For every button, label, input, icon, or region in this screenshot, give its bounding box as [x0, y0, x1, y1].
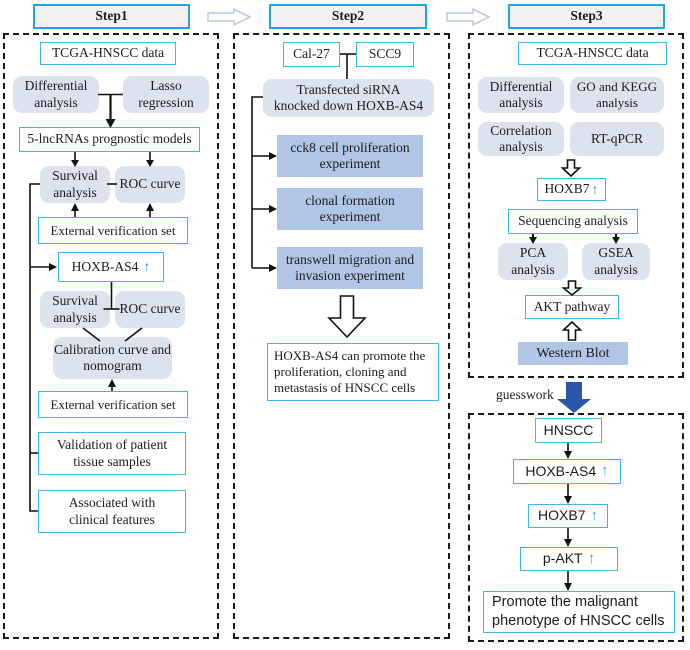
- step3-hoxb7-label: HOXB7: [544, 181, 590, 197]
- step2-transwell-box: [277, 247, 423, 289]
- guesswork-arrow-icon: [557, 382, 591, 413]
- step1-roc-b-label: ROC curve: [119, 301, 181, 317]
- step3-tcga-box: [518, 42, 667, 65]
- step2-cck8-label: cck8 cell proliferation experiment: [290, 139, 410, 171]
- step3-akt-label: AKT pathway: [533, 298, 611, 314]
- step3-gsea-box: [582, 243, 650, 280]
- step1-tcga-box: [40, 42, 176, 65]
- step2-cal27-box: [283, 42, 340, 67]
- up-arrow-icon: ↑: [591, 180, 599, 197]
- step2-clonal-label: clonal formation experiment: [305, 192, 395, 224]
- summary-hnscc-box: [535, 418, 602, 443]
- step3-western-label: Western Blot: [536, 345, 610, 361]
- step1-survival-a-box: [40, 166, 110, 203]
- step3-tcga-label: TCGA-HNSCC data: [536, 45, 649, 61]
- step1-differential-label: Differential analysis: [24, 78, 88, 110]
- step1-associated-box: [38, 490, 186, 533]
- step1-hoxb-as4-label: HOXB-AS4: [71, 258, 139, 274]
- step3-pca-box: [498, 243, 568, 280]
- step2-transfected-box: [263, 79, 434, 117]
- step1-validation-box: [38, 432, 186, 475]
- step3-go-kegg-label: GO and KEGG analysis: [576, 79, 658, 110]
- step1-external-b-box: [38, 391, 188, 418]
- summary-conclusion-box: [483, 591, 675, 633]
- summary-conclusion-label: Promote the malignant phenotype of HNSCC cells: [492, 594, 665, 629]
- step1-survival-a-label: Survival analysis: [52, 168, 98, 200]
- step3-sequencing-box: [508, 209, 638, 234]
- step2-scc9-label: SCC9: [368, 46, 402, 62]
- summary-hoxb-as4-box: [513, 459, 621, 484]
- summary-hnscc-label: HNSCC: [543, 421, 594, 438]
- step3-western-box: [518, 342, 628, 365]
- step1-lasso-label: Lasso regression: [138, 78, 194, 110]
- step1-tcga-label: TCGA-HNSCC data: [51, 45, 165, 61]
- step1-survival-b-box: [40, 291, 110, 328]
- step3-correlation-box: [478, 122, 564, 156]
- up-arrow-icon: ↑: [587, 549, 596, 567]
- step1-roc-a-label: ROC curve: [119, 176, 181, 192]
- step3-differential-label: Differential analysis: [489, 78, 553, 110]
- step1-differential-box: [13, 76, 99, 113]
- summary-hoxb7-box: [528, 504, 608, 528]
- step1-external-a-box: [38, 217, 188, 244]
- step2-cal27-label: Cal-27: [293, 46, 330, 62]
- step1-hoxb-as4-box: [58, 252, 164, 282]
- step2-transfected-label: Transfected siRNA knocked down HOXB-AS4: [273, 81, 424, 113]
- step2-panel: [233, 33, 450, 639]
- summary-p-akt-box: [520, 547, 618, 571]
- up-arrow-icon: ↑: [601, 462, 609, 480]
- step1-calibration-box: [53, 337, 172, 379]
- step2-clonal-box: [277, 188, 423, 230]
- step1-models-box: [19, 127, 200, 152]
- up-arrow-icon: ↑: [143, 258, 151, 275]
- step3-differential-box: [478, 77, 564, 113]
- step3-pca-label: PCA analysis: [511, 245, 555, 277]
- step1-roc-a-box: [115, 166, 185, 203]
- step3-go-kegg-box: [570, 77, 664, 113]
- step3-rt-qpcr-box: [570, 122, 664, 156]
- step1-validation-label: Validation of patient tissue samples: [56, 437, 168, 469]
- step2-header: [269, 4, 427, 29]
- step2-transwell-label: transwell migration and invasion experiment: [285, 251, 415, 283]
- step3-hoxb7-box: [537, 178, 606, 201]
- summary-hoxb7-label: HOXB7: [538, 507, 586, 524]
- summary-hoxb-as4-label: HOXB-AS4: [525, 462, 597, 479]
- step1-lasso-box: [123, 76, 209, 113]
- summary-p-akt-label: p-AKT: [542, 550, 583, 567]
- step2-conclusion-box: [267, 343, 439, 401]
- step1-header-label: Step1: [95, 8, 128, 24]
- step3-header-label: Step3: [570, 8, 603, 24]
- step1-models-label: 5-lncRNAs prognostic models: [27, 131, 192, 147]
- step2-cck8-box: [277, 135, 423, 177]
- step1-to-step2-arrow-icon: [208, 9, 250, 25]
- step3-sequencing-label: Sequencing analysis: [518, 213, 628, 229]
- step3-rt-qpcr-label: RT-qPCR: [591, 130, 643, 146]
- step1-survival-b-label: Survival analysis: [52, 293, 98, 325]
- step1-roc-b-box: [115, 291, 185, 328]
- guesswork-label: guesswork: [496, 387, 554, 402]
- step1-external-a-label: External verification set: [50, 222, 176, 238]
- step2-to-step3-arrow-icon: [447, 9, 489, 25]
- step1-panel: [3, 33, 219, 639]
- step2-scc9-box: [356, 42, 414, 67]
- step1-calibration-label: Calibration curve and nomogram: [54, 341, 171, 373]
- up-arrow-icon: ↑: [590, 506, 598, 524]
- step1-associated-label: Associated with clinical features: [68, 495, 156, 527]
- step2-header-label: Step2: [331, 8, 365, 24]
- step3-gsea-label: GSEA analysis: [594, 245, 638, 277]
- step3-akt-box: [525, 295, 619, 319]
- step2-conclusion-label: HOXB-AS4 can promote the proliferation, cloning and metastasis of HNSCC cells: [274, 348, 426, 395]
- step1-header: [33, 4, 190, 29]
- step3-header: [508, 4, 665, 29]
- step1-external-b-label: External verification set: [50, 396, 176, 412]
- step3-correlation-label: Correlation analysis: [490, 122, 552, 154]
